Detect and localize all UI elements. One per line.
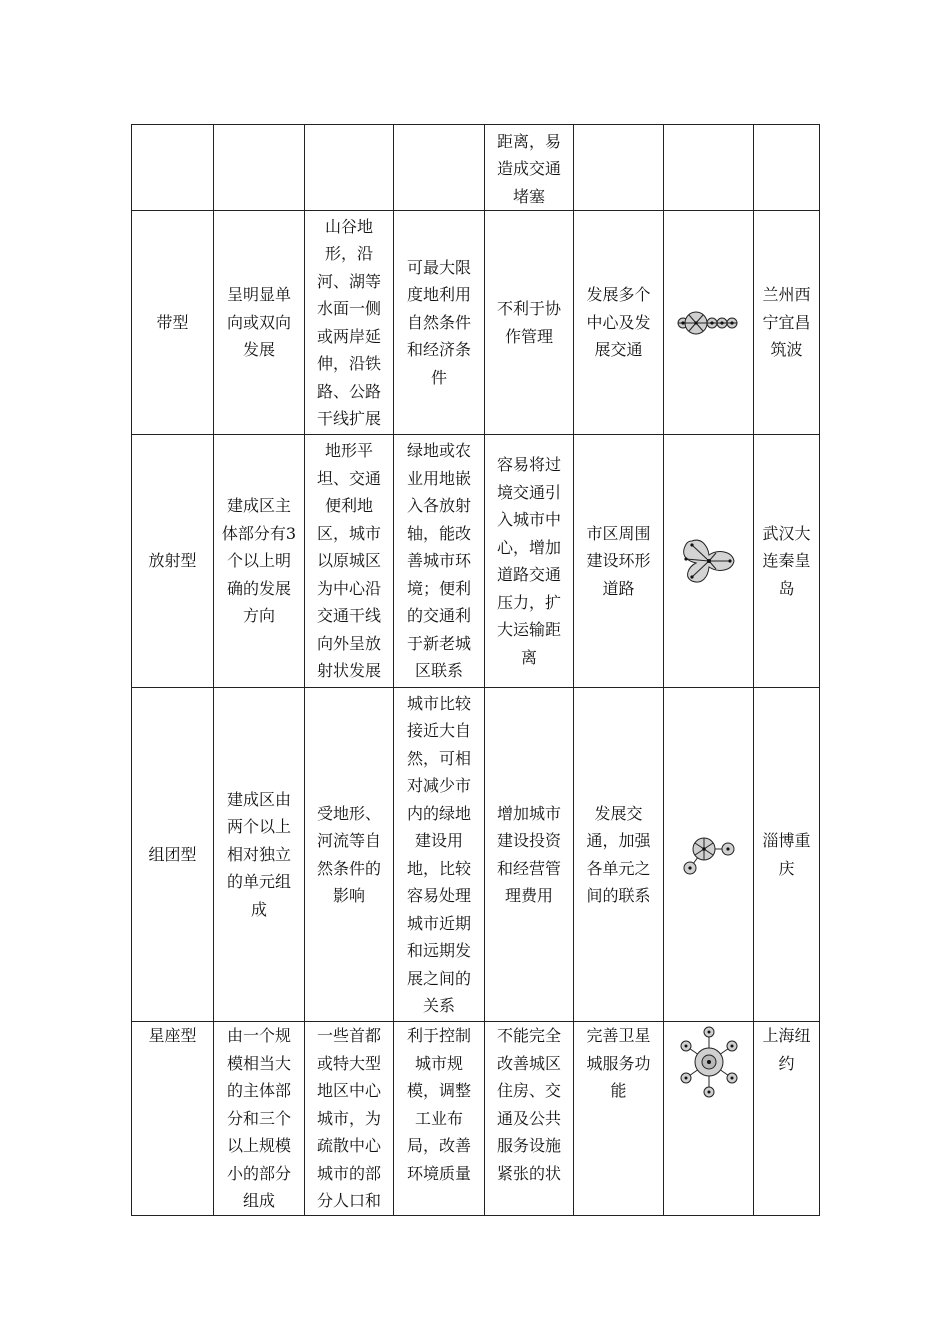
cell-disadvantage: 不利于协作管理 [485,211,574,435]
cell-advantage [394,125,485,211]
cell-feature: 建成区主体部分有3个以上明确的发展方向 [214,435,305,688]
cell-feature: 呈明显单向或双向发展 [214,211,305,435]
cell-diagram [664,435,754,688]
cell-diagram [664,688,754,1022]
cell-type [132,125,214,211]
cell-measure: 发展交通，加强各单元之间的联系 [574,688,664,1022]
cell-type: 带型 [132,211,214,435]
cell-example: 武汉大连秦皇岛 [754,435,820,688]
table-row [132,125,820,211]
cell-feature [214,125,305,211]
cell-advantage: 绿地或农业用地嵌入各放射轴，能改善城市环境；便利的交通利于新老城区联系 [394,435,485,688]
cell-type: 组团型 [132,688,214,1022]
cell-measure [574,125,664,211]
cluster-city-diagram-icon [682,835,736,875]
cell-distribution: 一些首都或特大型地区中心城市，为疏散中心城市的部分人口和 [305,1022,394,1216]
cell-type: 星座型 [132,1022,214,1216]
cell-example [754,125,820,211]
cell-distribution: 受地形、河流等自然条件的影响 [305,688,394,1022]
table-row [132,688,820,1022]
constellation-city-diagram-icon [674,1026,744,1098]
radial-city-diagram-icon [678,533,740,589]
table-row [132,435,820,688]
cell-disadvantage: 不能完全改善城区住房、交通及公共服务设施紧张的状 [485,1022,574,1216]
table-row [132,1022,820,1216]
cell-distribution: 山谷地形，沿河、湖等水面一侧或两岸延伸，沿铁路、公路干线扩展 [305,211,394,435]
city-form-table [131,124,820,1216]
cell-diagram [664,1022,754,1216]
cell-example: 淄博重庆 [754,688,820,1022]
cell-disadvantage: 容易将过境交通引入城市中心，增加道路交通压力，扩大运输距离 [485,435,574,688]
cell-example: 上海纽约 [754,1022,820,1216]
cell-advantage: 利于控制城市规模，调整工业布局，改善环境质量 [394,1022,485,1216]
cell-advantage: 可最大限度地利用自然条件和经济条件 [394,211,485,435]
table-row [132,211,820,435]
cell-example: 兰州西宁宜昌筑波 [754,211,820,435]
cell-measure: 完善卫星城服务功能 [574,1022,664,1216]
cell-measure: 市区周围建设环形道路 [574,435,664,688]
cell-disadvantage: 距离，易造成交通堵塞 [485,125,574,211]
cell-measure: 发展多个中心及发展交通 [574,211,664,435]
cell-distribution: 地形平坦、交通便利地区，城市以原城区为中心沿交通干线向外呈放射状发展 [305,435,394,688]
cell-diagram [664,125,754,211]
cell-feature: 建成区由两个以上相对独立的单元组成 [214,688,305,1022]
cell-diagram [664,211,754,435]
cell-distribution [305,125,394,211]
cell-disadvantage: 增加城市建设投资和经营管理费用 [485,688,574,1022]
cell-type: 放射型 [132,435,214,688]
cell-feature: 由一个规模相当大的主体部分和三个以上规模小的部分组成 [214,1022,305,1216]
cell-advantage: 城市比较接近大自然，可相对减少市内的绿地建设用地，比较容易处理城市近期和远期发展之间的关系 [394,688,485,1022]
linear-city-diagram-icon [676,308,742,338]
